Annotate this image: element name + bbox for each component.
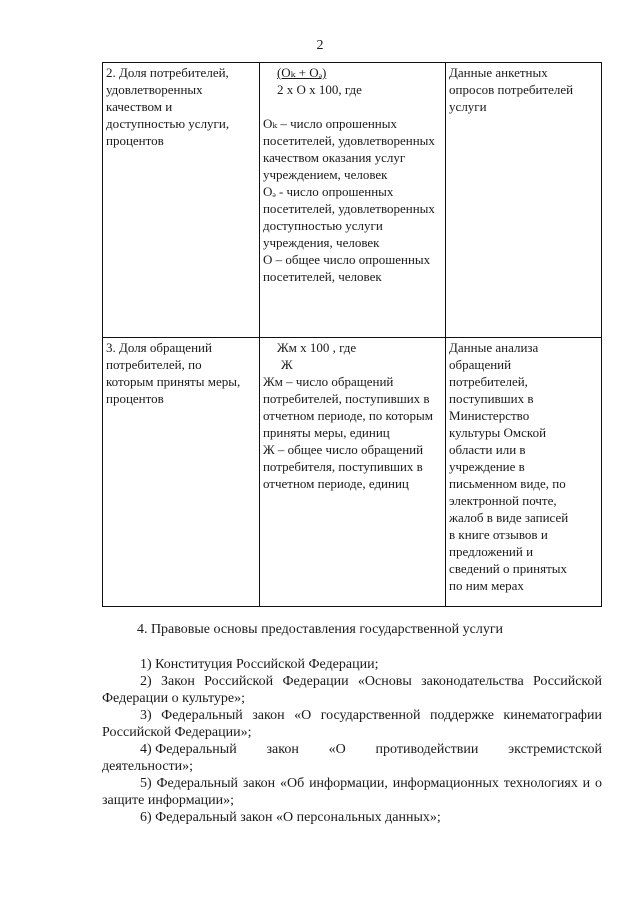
page-number: 2 [316, 38, 324, 53]
table-row [103, 338, 602, 607]
definition: О – общее число опрошенных посетителей, человек [262, 252, 431, 284]
law-item: 3) Федеральный закон «О государственной поддержке кинематографии Российской Федерации»; [102, 708, 602, 740]
section-title: 4. Правовые основы предоставления государственной услуги [136, 622, 504, 637]
law-item: 6) Федеральный закон «О персональных данных»; [140, 810, 441, 825]
formula-cell [259, 338, 445, 607]
definition: Жм – число обращений потребителей, поступивших в отчетном периоде, по которым приняты меры, единиц [262, 374, 434, 440]
law-item: 2) Закон Российской Федерации «Основы законодательства Российской Федерации о культуре»; [102, 674, 602, 706]
indicators-table [102, 62, 602, 607]
source-cell: Данные анализа обращений потребителей, поступивших в Министерство культуры Омской области или в учреждение в письменном виде, по электронной почте, жалоб в виде записей в книге отзывов и предложений и сведений о принятых по ним мерах [446, 338, 602, 607]
law-item: 5) Федеральный закон «Об информации, информационных технологиях и о защите информации»; [102, 776, 602, 808]
formula-cell [259, 63, 445, 338]
formula-numerator: Жм х 100 , где [276, 340, 357, 355]
formula-numerator: (Оₖ + Оₔ) [276, 65, 327, 80]
indicator-name-cell: 3. Доля обращений потребителей, по которым приняты меры, процентов [103, 338, 260, 607]
indicator-name-cell: 2. Доля потребителей, удовлетворенных качеством и доступностью услуги, процентов [103, 63, 260, 338]
table-row [103, 63, 602, 338]
definition: Ж – общее число обращений потребителя, поступивших в отчетном периоде, единиц [262, 442, 424, 491]
definition: Оₔ - число опрошенных посетителей, удовлетворенных доступностью услуги учреждения, человек [262, 184, 435, 250]
source-cell: Данные анкетных опросов потребителей услуги [446, 63, 602, 338]
law-item: 4) Федеральный закон «О противодействии экстремистской деятельности»; [102, 742, 602, 774]
definition: Оₖ – число опрошенных посетителей, удовлетворенных качеством оказания услуг учреждением, человек [262, 116, 435, 182]
formula-denominator: 2 х О х 100, где [276, 82, 362, 97]
formula-denominator: Ж [280, 357, 293, 372]
law-item: 1) Конституция Российской Федерации; [140, 657, 379, 672]
